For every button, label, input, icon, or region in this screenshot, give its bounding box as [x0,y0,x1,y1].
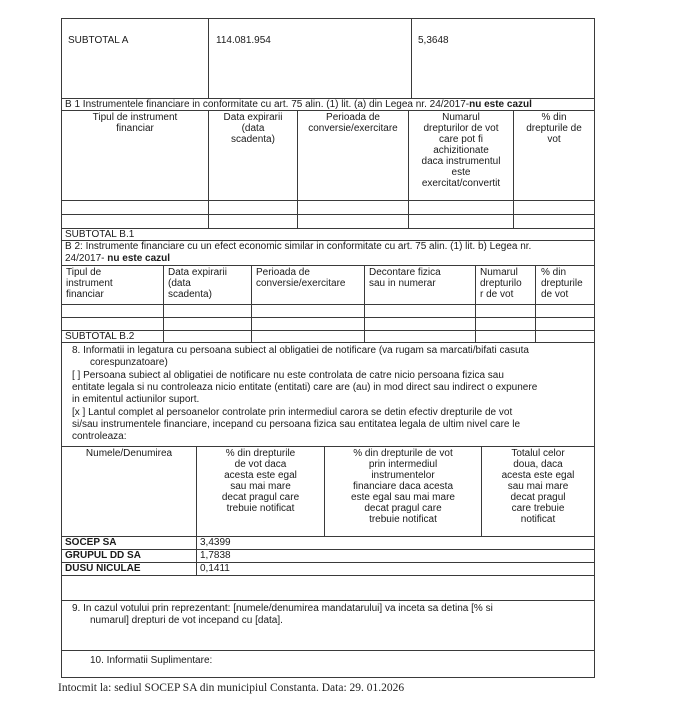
b2-col-type: Tipul de instrument financiar [66,267,113,300]
b1-col-percent: % din drepturile de vot [526,112,582,145]
table-row-value: 0,1411 [200,563,230,574]
s8-line-2: corespunzatoare) [90,357,168,368]
s8-col-name: Numele/Denumirea [85,448,173,459]
s8-col-instruments: % din drepturile de vot prin intermediul instrumentelor financiare daca acesta este egal sau mai mare decat pragul care trebuie notificat [351,448,455,525]
b1-col-expiry: Data expirarii (data scadenta) [223,112,283,145]
b2-col-settlement: Decontare fizica sau in numerar [369,267,441,289]
b2-heading-line2: 24/2017- nu este cazul [65,253,171,264]
b2-col-expiry: Data expirarii (data scadenta) [168,267,227,300]
table-row-name: DUSU NICULAE [65,563,141,574]
subtotal-a-label: SUBTOTAL A [68,35,129,46]
b1-subtotal-label: SUBTOTAL B.1 [65,229,135,240]
subtotal-a-percent: 5,3648 [418,35,449,46]
s8-option-not-controlled: [ ] Persoana subiect al obligatiei de notificare nu este controlata de catre nicio persoana fizica sau [72,370,504,381]
s8-line-4: entitate legala si nu controleaza nicio entitate (entitati) care are (au) in mod direct sau indirect o expunere [72,382,538,393]
footer-note: Intocmit la: sediul SOCEP SA din municipiul Constanta. Data: 29. 01.2026 [58,682,405,694]
b2-col-period: Perioada de conversie/exercitare [256,267,346,289]
s9-line-1: 9. In cazul votului prin reprezentant: [numele/denumirea mandatarului] va inceta sa detina [% si [72,603,493,614]
s8-col-total: Totalul celor doua, daca acesta este egal sau mai mare decat pragul care trebuie notificat [501,448,575,525]
b1-col-period: Perioada de conversie/exercitare [308,112,398,134]
s8-option-control-chain: [x ] Lantul complet al persoanelor controlate prin intermediul carora se detin efectiv drepturile de vot [72,407,513,418]
b2-col-rights-count: Numarul drepturilo r de vot [480,267,522,300]
s8-line-1: 8. Informatii in legatura cu persoana subiect al obligatiei de notificare (va rugam sa marcati/bifati casuta [72,345,529,356]
b2-heading-line1: B 2: Instrumente financiare cu un efect economic similar in conformitate cu art. 75 alin. (1) lit. b) Legea nr. [65,241,532,252]
s9-line-2: numarul] drepturi de vot incepand cu [data]. [90,615,283,626]
b1-col-rights-count: Numarul drepturilor de vot care pot fi achizitionate daca instrumentul este exercitat/convertit [421,112,501,189]
subtotal-a-value: 114.081.954 [216,35,271,46]
table-row-name: SOCEP SA [65,537,117,548]
b2-col-percent: % din drepturile de vot [541,267,583,300]
s10-label: 10. Informatii Suplimentare: [90,655,213,666]
s8-line-8: controleaza: [72,431,127,442]
table-row-name: GRUPUL DD SA [65,550,141,561]
s8-col-voting-rights: % din drepturile de vot daca acesta este egal sau mai mare decat pragul care trebuie notificat [221,448,300,514]
b1-heading: B 1 Instrumentele financiare in conformitate cu art. 75 alin. (1) lit. (a) din Legea nr. 24/2017-nu este cazul [65,99,532,110]
b2-subtotal-label: SUBTOTAL B.2 [65,331,135,342]
s8-line-7: si/sau instrumentele financiare, incepand cu persoana fizica sau entitatea legala de ultim nivel care le [72,419,521,430]
b1-col-type: Tipul de instrument financiar [92,112,178,134]
table-row-value: 3,4399 [200,537,231,548]
s8-line-5: in emitentul actiunilor suport. [72,394,200,405]
table-row-value: 1,7838 [200,550,231,561]
